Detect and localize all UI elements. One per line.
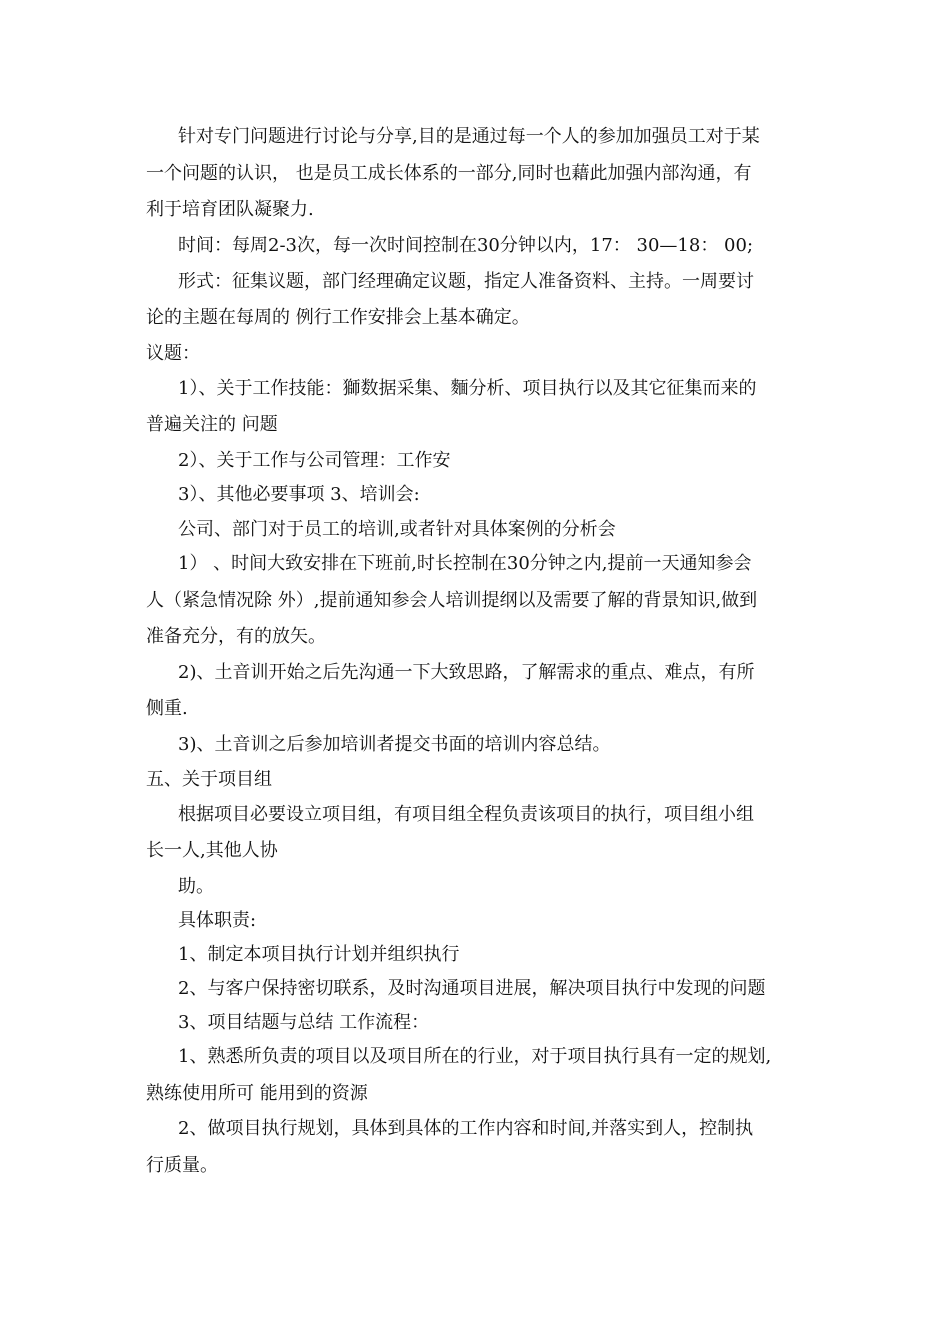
text-line: 议题： bbox=[146, 343, 200, 364]
text-line: 论的主题在每周的 例行工作安排会上基本确定。 bbox=[146, 307, 530, 328]
text-line: 公司、部门对于员工的培训,或者针对具体案例的分析会 bbox=[178, 519, 616, 540]
text-line: 助。 bbox=[178, 876, 214, 897]
text-line: 侧重. bbox=[146, 698, 188, 719]
text-line: 针对专门问题进行讨论与分享,目的是通过每一个人的参加加强员工对于某 bbox=[178, 126, 760, 147]
text-line: 2)、土音训开始之后先沟通一下大致思路，了解需求的重点、难点，有所 bbox=[178, 662, 755, 683]
text-line: 1、熟悉所负责的项目以及项目所在的行业，对于项目执行具有一定的规划, bbox=[178, 1046, 772, 1067]
text-line: 3）、其他必要事项 3、培训会: bbox=[178, 484, 420, 505]
text-line: 3、项目结题与总结 工作流程： bbox=[178, 1012, 430, 1033]
text-line: 人（紧急情况除 外）,提前通知参会人培训提纲以及需要了解的背景知识,做到 bbox=[146, 590, 758, 611]
text-line: 形式：征集议题，部门经理确定议题，指定人准备资料、主持。一周要讨 bbox=[178, 271, 754, 292]
text-line: 一个问题的认识， 也是员工成长体系的一部分,同时也藉此加强内部沟通，有 bbox=[146, 163, 752, 184]
section-heading: 五、关于项目组 bbox=[146, 769, 272, 790]
text-line: 长一人,其他人协 bbox=[146, 840, 278, 861]
text-line: 根据项目必要设立项目组，有项目组全程负责该项目的执行，项目组小组 bbox=[178, 804, 754, 825]
text-line: 1） 、时间大致安排在下班前,时长控制在30分钟之内,提前一天通知参会 bbox=[178, 553, 752, 574]
text-line: 3)、土音训之后参加培训者提交书面的培训内容总结。 bbox=[178, 734, 611, 755]
text-line: 熟练使用所可 能用到的资源 bbox=[146, 1083, 368, 1104]
text-line: 具体职责: bbox=[178, 910, 257, 931]
text-line: 时间：每周2-3次，每一次时间控制在30分钟以内，17： 30—18： 00; bbox=[178, 235, 754, 256]
text-line: 准备充分，有的放矢。 bbox=[146, 626, 326, 647]
text-line: 1、制定本项目执行计划并组织执行 bbox=[178, 944, 460, 965]
text-line: 2、做项目执行规划，具体到具体的工作内容和时间,并落实到人，控制执 bbox=[178, 1118, 754, 1139]
text-line: 2、与客户保持密切联系，及时沟通项目进展，解决项目执行中发现的问题 bbox=[178, 978, 766, 999]
text-line: 2）、关于工作与公司管理：工作安 bbox=[178, 450, 451, 471]
text-line: 普遍关注的 问题 bbox=[146, 414, 278, 435]
text-line: 行质量。 bbox=[146, 1155, 218, 1176]
text-line: 利于培育团队凝聚力. bbox=[146, 199, 314, 220]
text-line: 1）、关于工作技能：獅数据采集、麵分析、项目执行以及其它征集而来的 bbox=[178, 378, 757, 399]
